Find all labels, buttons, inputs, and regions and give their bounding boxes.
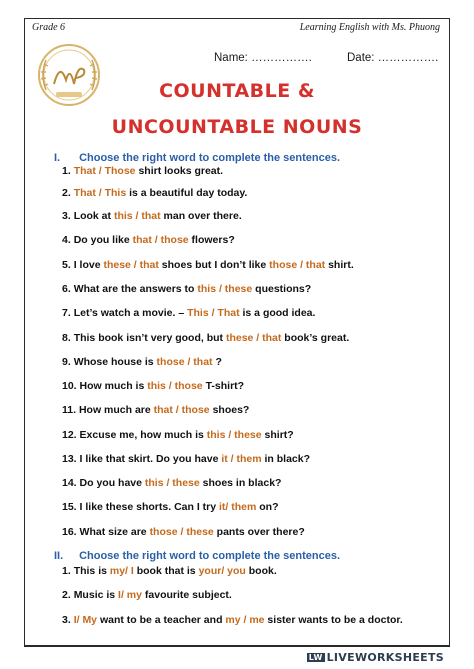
choice-option[interactable]: this / these [206,429,262,441]
text: book’s great. [281,332,350,344]
question-number: 3. [62,210,71,222]
text: questions? [252,283,312,295]
choice-option[interactable]: my / me [225,614,265,626]
section-instruction: Choose the right word to complete the sentences. [79,550,341,562]
text: I like these shorts. Can I try [79,501,219,513]
question-item [62,589,232,601]
text: T-shirt? [202,380,245,392]
text: This is [73,565,110,577]
text: Let’s watch a movie. – [73,307,188,319]
choice-option[interactable]: those / that [269,259,326,271]
text: pants over there? [213,526,305,538]
question-item [62,234,235,246]
question-item [62,307,315,319]
text: I like that skirt. Do you have [79,453,222,465]
text: shirt looks great. [135,165,224,177]
choice-option[interactable]: these / that [103,259,159,271]
text: Do you have [79,477,145,489]
title-line-1: COUNTABLE & [159,80,315,102]
text: shirt. [325,259,354,271]
text: Do you like [73,234,133,246]
question-number: 12. [62,429,77,441]
question-number: 14. [62,477,77,489]
question-item [62,453,310,465]
text: This book isn’t very good, but [73,332,226,344]
grade-label: Grade 6 [32,22,66,33]
choice-option[interactable]: I/ my [118,589,142,601]
question-number: 6. [62,283,71,295]
choice-option[interactable]: that / those [132,234,189,246]
question-item [62,165,223,177]
question-number: 9. [62,356,71,368]
question-number: 10. [62,380,77,392]
text: Whose house is [73,356,157,368]
question-number: 7. [62,307,71,319]
choice-option[interactable]: this / those [147,380,203,392]
question-number: 5. [62,259,71,271]
text: in black? [261,453,311,465]
choice-option[interactable]: this / that [113,210,161,222]
question-item [62,526,305,538]
question-item [62,380,244,392]
name-field: Name: ……………. [214,52,312,64]
question-item [62,259,354,271]
text: shirt? [261,429,294,441]
choice-option[interactable]: your/ you [198,565,246,577]
text: book that is [133,565,199,577]
text: flowers? [188,234,235,246]
choice-option[interactable]: this / these [144,477,200,489]
text: man over there. [160,210,242,222]
question-item [62,356,222,368]
section-1-heading [54,152,340,164]
question-number: 1. [62,165,71,177]
question-number: 1. [62,565,71,577]
question-number: 4. [62,234,71,246]
question-item [62,565,277,577]
title-line-2: UNCOUNTABLE NOUNS [111,116,363,138]
choice-option[interactable]: my/ I [109,565,134,577]
brand-badge-icon: LW [308,653,323,662]
text: shoes but I don’t like [158,259,270,271]
text: want to be a teacher and [97,614,226,626]
text: I love [73,259,104,271]
question-item [62,614,403,626]
choice-option[interactable]: those / these [149,526,214,538]
question-item [62,283,311,295]
text: Look at [73,210,114,222]
date-field: Date: ……………. [347,52,439,64]
footer-divider [24,646,450,647]
question-item [62,187,247,199]
text: How much is [79,380,148,392]
brand-logo [307,651,444,664]
section-number: I. [54,152,61,164]
question-number: 2. [62,589,71,601]
text: Music is [73,589,119,601]
text: How much are [78,404,154,416]
question-number: 13. [62,453,77,465]
section-number: II. [54,550,64,562]
text: What are the answers to [73,283,198,295]
question-number: 2. [62,187,71,199]
question-item [62,477,281,489]
text: is a beautiful day today. [126,187,248,199]
choice-option[interactable]: it/ them [219,501,257,513]
text: ? [212,356,222,368]
text: sister wants to be a doctor. [264,614,403,626]
brand-name: LIVEWORKSHEETS [326,651,444,664]
text: favourite subject. [141,589,232,601]
text: Excuse me, how much is [79,429,207,441]
choice-option[interactable]: these / that [225,332,282,344]
question-item [62,332,349,344]
choice-option[interactable]: I/ My [73,614,98,626]
question-item [62,501,279,513]
question-number: 11. [62,404,77,416]
question-number: 16. [62,526,77,538]
choice-option[interactable]: it / them [221,453,262,465]
text: shoes? [209,404,250,416]
question-item [62,404,249,416]
choice-option[interactable]: That / This [73,187,127,199]
choice-option[interactable]: those / that [156,356,213,368]
teacher-label: Learning English with Ms. Phuong [299,22,440,33]
section-instruction: Choose the right word to complete the sentences. [79,152,341,164]
choice-option[interactable]: that / those [153,404,210,416]
text: shoes in black? [199,477,282,489]
text: What size are [79,526,150,538]
section-2-heading [54,550,340,562]
text: on? [256,501,279,513]
text: is a good idea. [239,307,316,319]
choice-option[interactable]: This / That [187,307,240,319]
text: book. [245,565,277,577]
choice-option[interactable]: this / these [197,283,253,295]
question-item [62,210,242,222]
choice-option[interactable]: That / Those [73,165,136,177]
question-item [62,429,294,441]
question-number: 3. [62,614,71,626]
question-number: 8. [62,332,71,344]
question-number: 15. [62,501,77,513]
